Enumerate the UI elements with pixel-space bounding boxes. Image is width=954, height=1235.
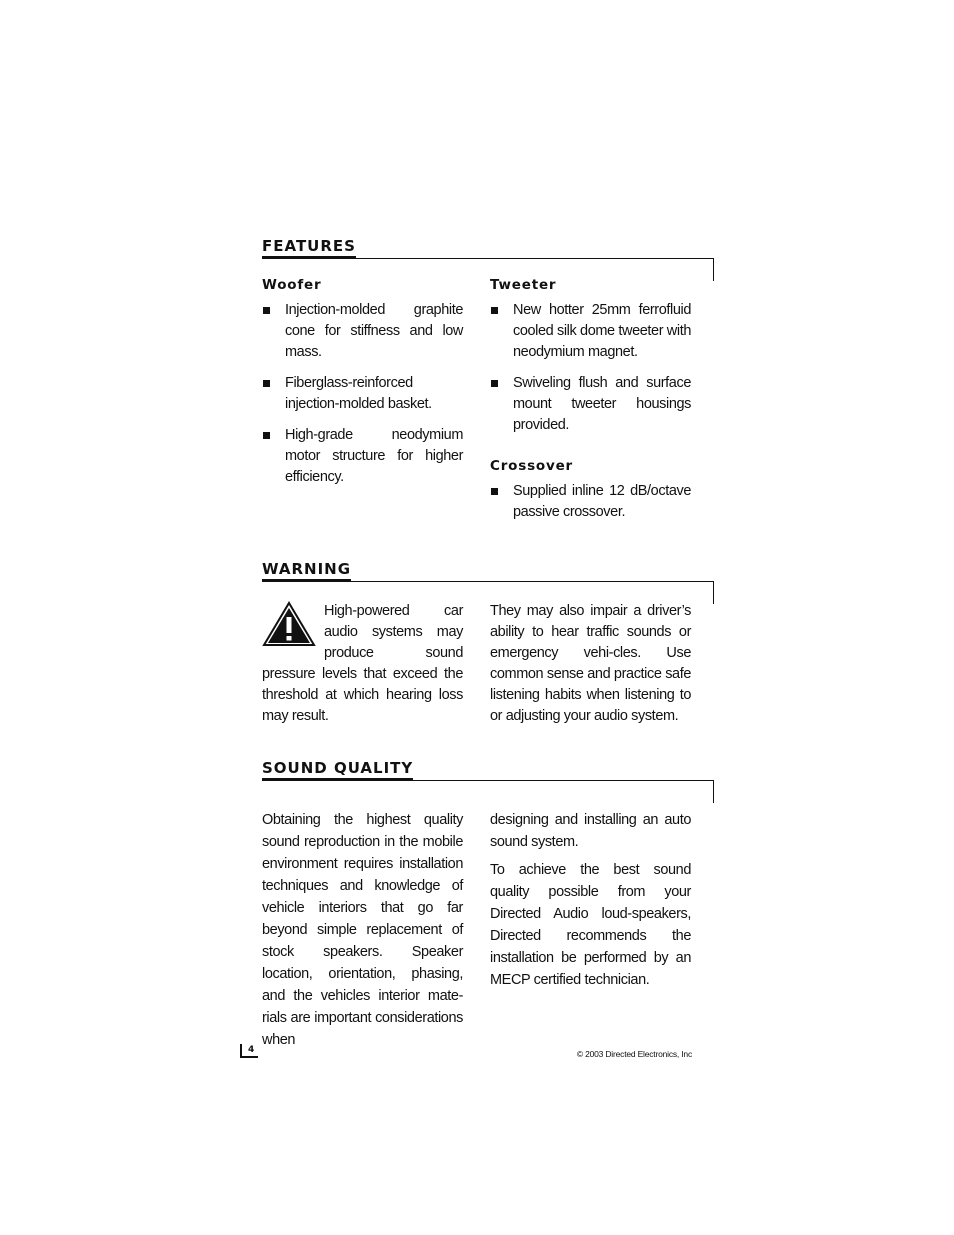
sound-quality-left-column: [262, 809, 463, 1051]
sound-quality-heading: SOUND QUALITY: [262, 759, 413, 781]
crossover-title: Crossover: [490, 458, 573, 474]
sound-quality-right-text-1: designing and installing an auto sound system.: [490, 812, 691, 850]
crossover-list: [490, 481, 691, 523]
list-item-text: Fiberglass-reinforced injection-molded basket.: [285, 375, 432, 412]
warning-right-column: [490, 601, 691, 727]
tweeter-column: [490, 275, 691, 533]
sound-quality-right-text-2: To achieve the best sound quality possible from your Directed Audio loud-speakers, Directed recommends the installation be performed by an MECP certified technician.: [490, 862, 691, 988]
list-item-text: Swiveling flush and surface mount tweeter housings provided.: [513, 375, 691, 433]
woofer-list: [262, 300, 463, 488]
list-item: [262, 373, 463, 415]
features-section-header: [262, 237, 714, 259]
warning-right-text: They may also impair a driver’s ability to hear traffic sounds or emergency vehi-cles. Use common sense and practice safe listening habits when listening to or adjusting your audio system.: [490, 603, 691, 724]
features-heading: FEATURES: [262, 237, 356, 259]
bullet-square-icon: [491, 380, 498, 387]
warning-section-header: [262, 560, 714, 582]
list-item-text: Supplied inline 12 dB/octave passive crossover.: [513, 483, 691, 520]
sound-quality-rule: [397, 780, 714, 803]
sound-quality-section-header: [262, 759, 714, 781]
warning-triangle-icon: [262, 601, 316, 647]
bullet-square-icon: [263, 307, 270, 314]
sound-quality-right-column: [490, 809, 691, 991]
woofer-title: Woofer: [262, 277, 322, 293]
sound-quality-left-text: Obtaining the highest quality sound reproduction in the mobile environment requires installation techniques and knowledge of vehicle interiors that go far beyond simple replacement of stock speakers. Speaker location, orientation, phasing, and the vehicles interior mate-rials are important considerations when: [262, 812, 463, 1048]
warning-left-text: High-powered car audio systems may produce sound pressure levels that exceed the threshold at which hearing loss may result.: [262, 603, 463, 724]
list-item: [490, 373, 691, 436]
list-item: [262, 425, 463, 488]
tweeter-list: [490, 300, 691, 436]
warning-left-column: [262, 601, 463, 727]
list-item: [490, 481, 691, 523]
list-item-text: High-grade neodymium motor structure for higher efficiency.: [285, 427, 463, 485]
list-item: [262, 300, 463, 363]
tweeter-title: Tweeter: [490, 277, 557, 293]
warning-heading: WARNING: [262, 560, 351, 582]
bullet-square-icon: [491, 307, 498, 314]
list-item: [490, 300, 691, 363]
list-item-text: Injection-molded graphite cone for stiffness and low mass.: [285, 302, 463, 360]
woofer-column: [262, 275, 463, 498]
bullet-square-icon: [491, 488, 498, 495]
bullet-square-icon: [263, 380, 270, 387]
page-number: 4: [240, 1044, 258, 1058]
copyright-text: © 2003 Directed Electronics, Inc: [576, 1049, 692, 1059]
list-item-text: New hotter 25mm ferrofluid cooled silk dome tweeter with neodymium magnet.: [513, 302, 691, 360]
bullet-square-icon: [263, 432, 270, 439]
